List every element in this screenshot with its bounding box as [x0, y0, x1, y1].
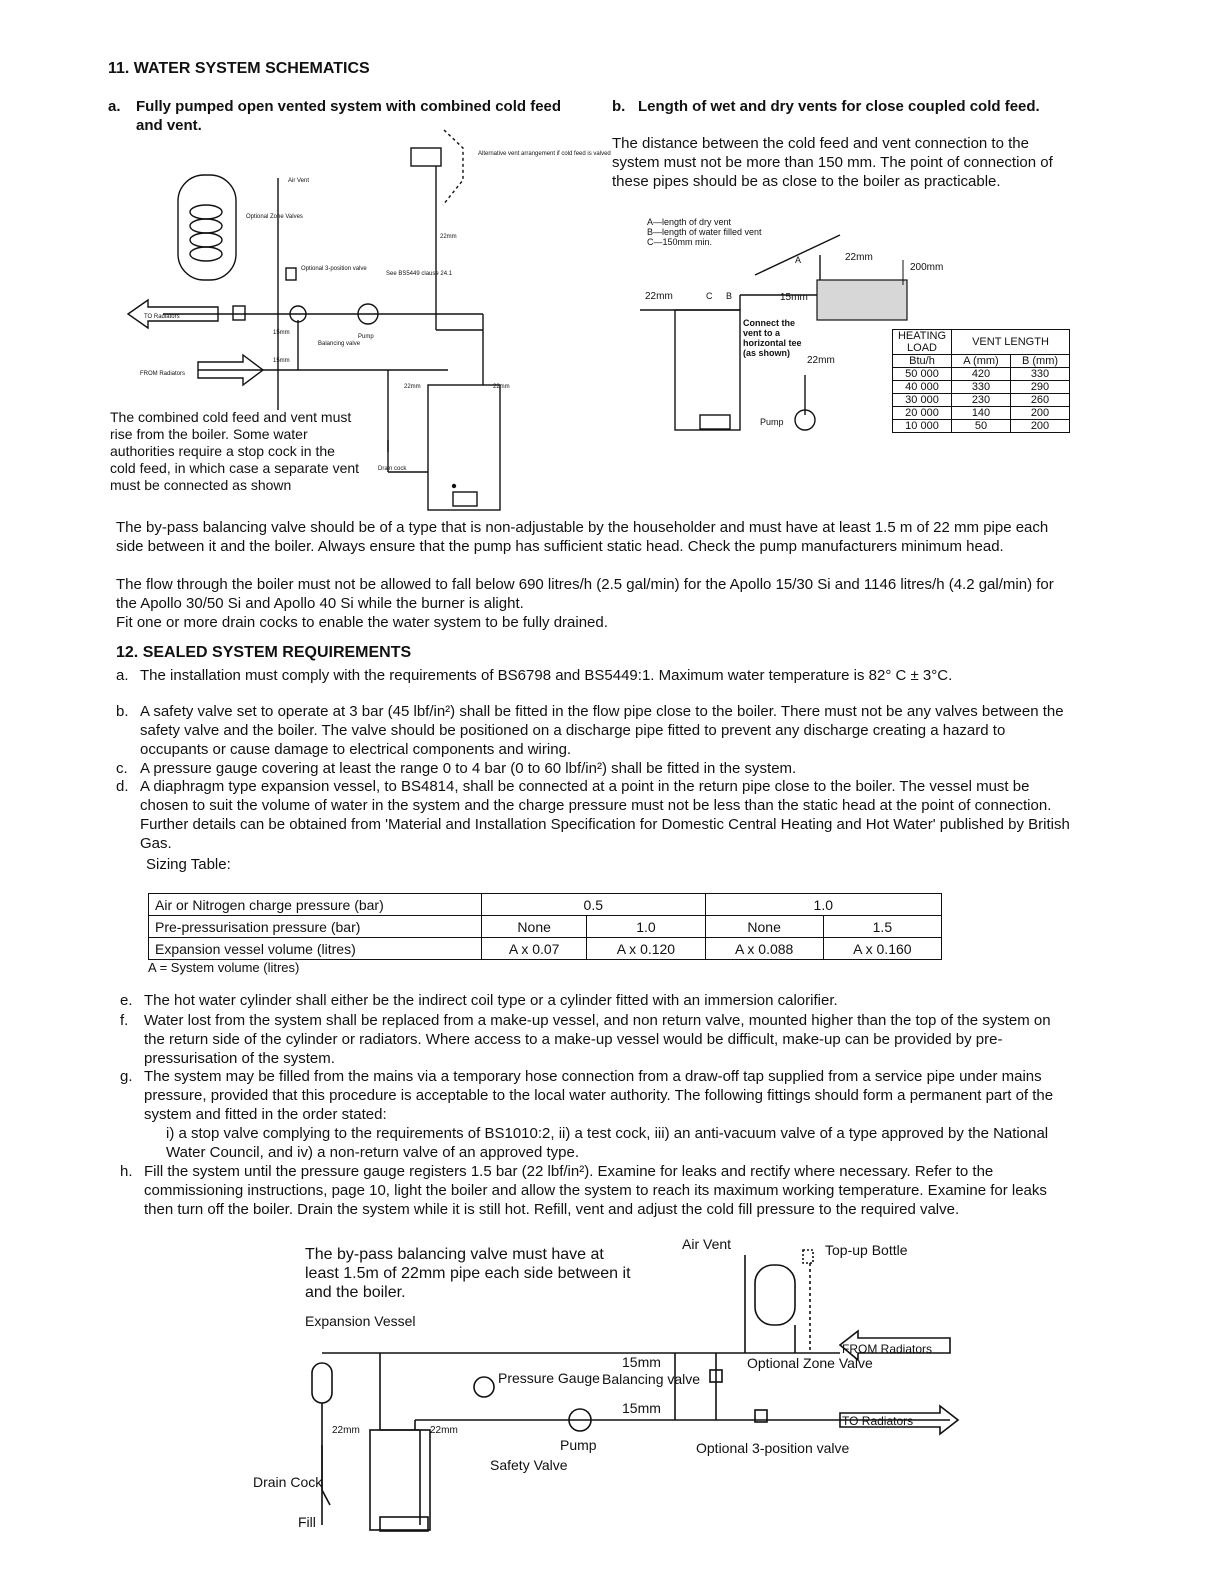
air-vent-label-2: Air Vent: [682, 1236, 732, 1252]
flow-paragraph: The flow through the boiler must not be allowed to fall below 690 litres/h (2.5 gal/min) for the Apollo 15/30 Si and 1146 litres/h (4.2 gal/min) for the Apollo 30/50 Si and Apollo 40 Si while the burner is alight.: [116, 576, 1054, 612]
connect-vent-label: Connect the vent to a horizontal tee (as shown): [743, 318, 802, 358]
bypass-paragraph: The by-pass balancing valve should be of a type that is non-adjustable by the householder and must have at least 1.5 m of 22 mm pipe each side between it and the boiler. Always ensure that the pump has sufficient static head. Check the pump manufacturers minimum head.: [116, 519, 1049, 555]
pressure-gauge-label: Pressure Gauge: [498, 1370, 600, 1386]
vent-cell: 330: [1011, 368, 1070, 381]
vent-cell: 20 000: [893, 407, 952, 420]
sizing-cell: Expansion vessel volume (litres): [149, 938, 482, 960]
section-11a-label: a.: [108, 98, 121, 115]
optional-3pos-label-2: Optional 3-position valve: [696, 1440, 850, 1456]
vent-cell: 200: [1011, 420, 1070, 433]
drain-paragraph: Fit one or more drain cocks to enable the water system to be fully drained.: [116, 614, 608, 631]
sizing-cell: A x 0.088: [705, 938, 823, 960]
from-radiators-label-2: FROM Radiators: [842, 1342, 933, 1356]
vent-legend-c: C—150mm min.: [647, 237, 713, 247]
sizing-cell: None: [705, 916, 823, 938]
vent-legend-b: B—length of water filled vent: [647, 227, 762, 237]
vent-boiler: [675, 310, 740, 430]
dim-22b: 22mm: [404, 384, 421, 390]
sealed-system-diagram: [250, 1235, 970, 1535]
balancing-label-2: Balancing valve: [602, 1371, 701, 1387]
req-b: b. A safety valve set to operate at 3 bar (45 lbf/in²) shall be fitted in the flow pipe close to the boiler. There must not be any valves between the safety valve and the boiler. The valve should be positioned on a discharge pipe fitted to prevent any discharge creating a hazard to occupants or cause damage to electrical components and wiring.: [116, 703, 1064, 758]
vent-cell: 420: [952, 368, 1011, 381]
vent-dim-15: 15mm: [780, 292, 808, 303]
diagram2-cylinder: [755, 1265, 795, 1325]
sizing-cell: Pre-pressurisation pressure (bar): [149, 916, 482, 938]
section-11-title: 11. WATER SYSTEM SCHEMATICS: [108, 60, 370, 77]
vent-cell: 140: [952, 407, 1011, 420]
req-f: f. Water lost from the system shall be replaced from a make-up vessel, and non return valve, mounted higher than the top of the system on the return side of the cylinder or radiators. Where access to a make-up vessel would be difficult, make-up can be provided by pre-pressurisation of the system.: [120, 1012, 1051, 1067]
section-11b-heading: Length of wet and dry vents for close coupled cold feed.: [638, 98, 1040, 115]
sizing-cell: 0.5: [482, 894, 706, 916]
vent-cell: 330: [952, 381, 1011, 394]
to-radiators-label-2: TO Radiators: [842, 1414, 914, 1428]
vent-cell: 30 000: [893, 394, 952, 407]
dim2-22b: 22mm: [430, 1425, 458, 1436]
section-11a-note: The combined cold feed and vent must rise from the boiler. Some water authorities require a stop cock in the cold feed, in which case a separate vent must be connected as shown: [110, 409, 360, 493]
vent-length-table: [892, 329, 1070, 433]
dim-22a: 22mm: [440, 234, 457, 240]
dim2-15a: 15mm: [622, 1354, 661, 1370]
sizing-cell: 1.0: [587, 916, 705, 938]
vent-dim-22b: 22mm: [845, 252, 873, 263]
pump-label: Pump: [358, 334, 374, 340]
to-radiators-label: TO Radiators: [144, 314, 180, 320]
vent-cell: 200: [1011, 407, 1070, 420]
vent-C: C: [706, 291, 713, 301]
sizing-cell: A x 0.120: [587, 938, 705, 960]
expansion-vessel: [312, 1363, 332, 1403]
section-11b-text: The distance between the cold feed and vent connection to the system must not be more than 150 mm. The point of connection of these pipes should be as close to the boiler as practicable.: [612, 135, 1053, 190]
vent-table-heading-load: HEATING LOAD: [893, 330, 952, 355]
dim-15a: 15mm: [273, 330, 290, 336]
vent-cell: 50: [952, 420, 1011, 433]
expansion-label: Expansion Vessel: [305, 1313, 416, 1329]
optional-zone-label-2: Optional Zone Valve: [747, 1355, 873, 1371]
vent-cell: 10 000: [893, 420, 952, 433]
topup-label: Top-up Bottle: [825, 1242, 908, 1258]
req-c: c. A pressure gauge covering at least the range 0 to 4 bar (0 to 60 lbf/in²) shall be fitted in the system.: [116, 760, 797, 777]
req-e: e. The hot water cylinder shall either be the indirect coil type or a cylinder fitted with an immersion calorifier.: [120, 992, 838, 1009]
feed-tank: [815, 255, 910, 325]
vent-dim-22c: 22mm: [807, 355, 835, 366]
vent-table-heading-length: VENT LENGTH: [952, 330, 1070, 355]
sizing-cell: 1.0: [705, 894, 941, 916]
vent-unit-b: B (mm): [1011, 355, 1070, 368]
drain-cock-label-2: Drain Cock: [253, 1474, 323, 1490]
sizing-cell: None: [482, 916, 587, 938]
air-vent-label: Air Vent: [288, 178, 310, 184]
drain-cock-label: Drain cock: [378, 466, 407, 472]
diagram2-boiler: [370, 1430, 430, 1530]
dim-200mm: 200mm: [910, 262, 944, 273]
section-12-title: 12. SEALED SYSTEM REQUIREMENTS: [116, 644, 412, 661]
optional-3pos-label: Optional 3-position valve: [301, 266, 367, 272]
sizing-cell: 1.5: [823, 916, 941, 938]
safety-valve-label: Safety Valve: [490, 1457, 568, 1473]
sizing-label: Sizing Table:: [146, 856, 231, 873]
vent-cell: 40 000: [893, 381, 952, 394]
vent-B: B: [726, 291, 733, 301]
hot-water-cylinder: [178, 175, 236, 280]
dim2-15b: 15mm: [622, 1400, 661, 1416]
dim2-22a: 22mm: [332, 1425, 360, 1436]
sizing-cell: Air or Nitrogen charge pressure (bar): [149, 894, 482, 916]
vent-legend-a: A—length of dry vent: [647, 217, 732, 227]
sizing-note: A = System volume (litres): [148, 960, 300, 975]
vent-pump-label: Pump: [760, 417, 784, 427]
from-radiators-label: FROM Radiators: [140, 371, 186, 377]
req-h: h. Fill the system until the pressure gauge registers 1.5 bar (22 lbf/in²). Examine for leaks and rectify where necessary. Refer to the commissioning instructions, page 10, light the boiler and allow the system to reach its maximum working temperature. Examine for leaks then turn off the boiler. Drain the system while it is still hot. Refill, vent and adjust the cold fill pressure to the required valve.: [120, 1163, 1047, 1218]
pump-label-2: Pump: [560, 1437, 597, 1453]
vent-cell: 230: [952, 394, 1011, 407]
section-11b-label: b.: [612, 98, 626, 115]
vent-unit-btu: Btu/h: [893, 355, 952, 368]
fill-label: Fill: [298, 1514, 316, 1530]
balancing-label: Balancing valve: [318, 341, 361, 347]
req-a: a. The installation must comply with the requirements of BS6798 and BS5449:1. Maximum water temperature is 82° C ± 3°C.: [116, 667, 953, 684]
vent-A: A: [795, 255, 802, 265]
req-g: g. The system may be filled from the mains via a temporary hose connection from a draw-off tap supplied from a service pipe under mains pressure, provided that this procedure is acceptable to the local water authority. The following fittings should form a permanent part of the system and fitted in the order stated:: [120, 1068, 1054, 1123]
alternative-label: Alternative vent arrangement if cold feed is valved: [478, 151, 611, 157]
boiler: [428, 385, 500, 510]
vent-dim-22a: 22mm: [645, 291, 673, 302]
dim-22c: 22mm: [493, 384, 510, 390]
diagram2-note: The by-pass balancing valve must have at least 1.5m of 22mm pipe each side between it and the boiler.: [305, 1246, 631, 1301]
req-g-fittings: i) a stop valve complying to the requirements of BS1010:2, ii) a test cock, iii) an anti-vacuum valve of a type approved by the National Water Council, and iv) a non-return valve of an approved type.: [166, 1125, 1049, 1161]
req-d: d. A diaphragm type expansion vessel, to BS4814, shall be connected at a point in the return pipe close to the boiler. The vessel must be chosen to suit the volume of water in the system and the charge pressure must not be less than the static head at the point of connection. Further details can be obtained from 'Material and Installation Specification for Domestic Central Heating and Hot Water' published by British Gas.: [116, 778, 1070, 852]
see-bs-label: See BS5449 clause 24.1: [386, 271, 453, 277]
vent-unit-a: A (mm): [952, 355, 1011, 368]
section-11a-heading: Fully pumped open vented system with combined cold feed and vent.: [136, 98, 562, 134]
sizing-cell: A x 0.160: [823, 938, 941, 960]
vent-cell: 50 000: [893, 368, 952, 381]
sizing-table: [148, 893, 942, 960]
vent-cell: 260: [1011, 394, 1070, 407]
pressure-gauge-symbol: [474, 1377, 494, 1397]
sizing-cell: A x 0.07: [482, 938, 587, 960]
vent-cell: 290: [1011, 381, 1070, 394]
optional-zone-label: Optional Zone Valves: [246, 214, 303, 220]
dim-15b: 15mm: [273, 358, 290, 364]
